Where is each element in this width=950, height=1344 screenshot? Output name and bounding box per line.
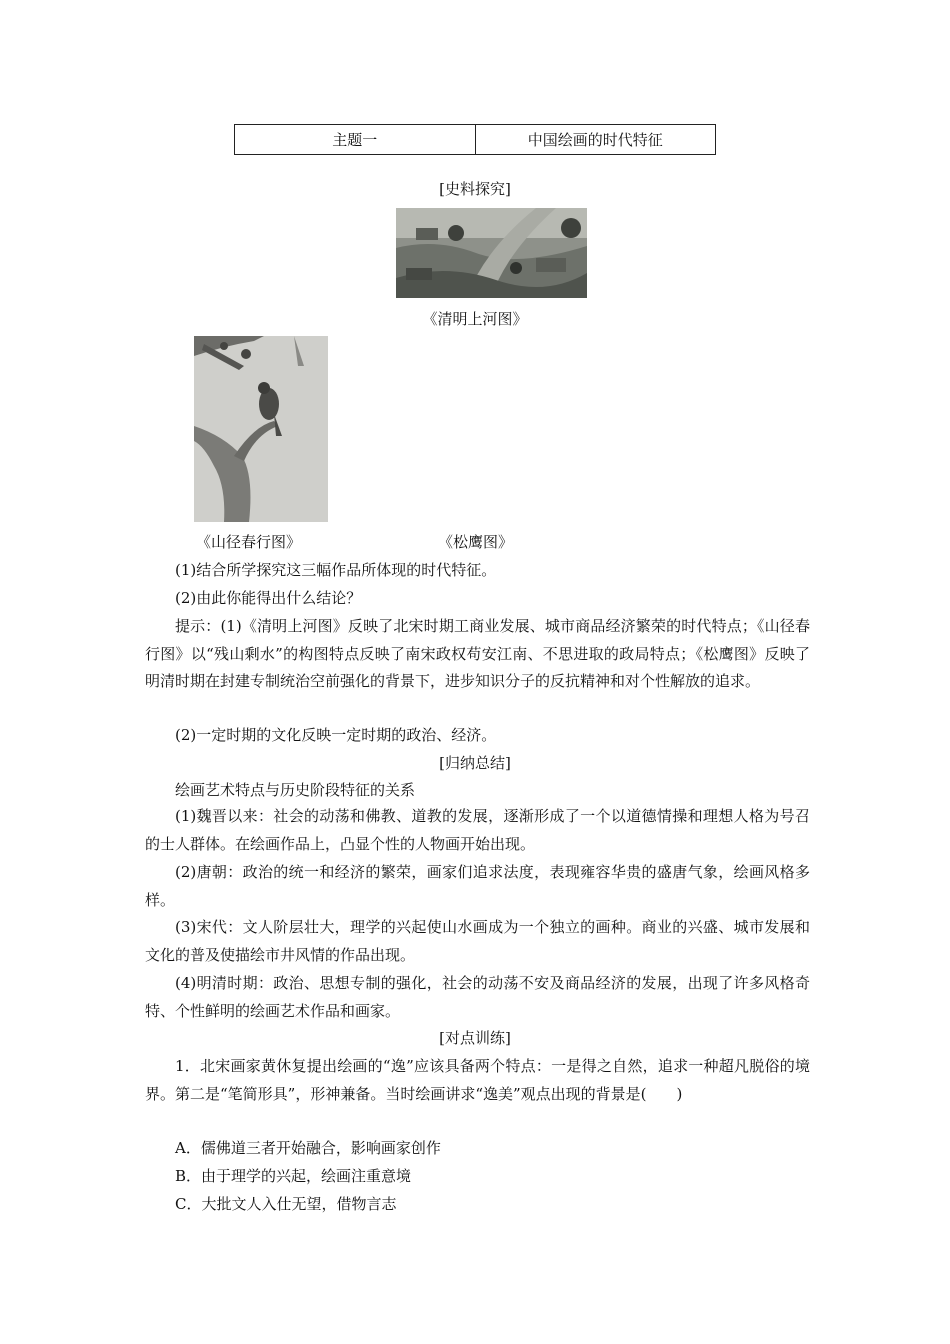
topic-table — [234, 124, 716, 155]
summary-item-3: (3)宋代：文人阶层壮大，理学的兴起使山水画成为一个独立的画种。商业的兴盛、城市发展和文化的普及使描绘市井风情的作品出现。 — [145, 918, 810, 964]
caption-painting-1: 《清明上河图》 — [422, 310, 528, 328]
option-a: A．儒佛道三者开始融合，影响画家创作 — [175, 1139, 441, 1157]
summary-item-2: (2)唐朝：政治的统一和经济的繁荣，画家们追求法度，表现雍容华贵的盛唐气象，绘画风格多样。 — [145, 863, 810, 909]
hint-paragraph-2: (2)一定时期的文化反映一定时期的政治、经济。 — [175, 726, 497, 744]
topic-label: 主题一 — [235, 125, 476, 154]
section-heading-practice: [对点训练] — [439, 1029, 511, 1047]
caption-painting-3: 《松鹰图》 — [438, 533, 514, 551]
question-2: (2)由此你能得出什么结论？ — [175, 589, 362, 607]
option-c: C．大批文人入仕无望，借物言志 — [175, 1195, 397, 1213]
section-heading-historical-exploration: [史料探究] — [439, 180, 511, 198]
hint-paragraph-1: 提示：(1)《清明上河图》反映了北宋时期工商业发展、城市商品经济繁荣的时代特点；《山径春行图》以“残山剩水”的构图特点反映了南宋政权苟安江南、不思进取的政局特点；《松鹰图》反映了明清时期在封建专制统治空前强化的背景下，进步知识分子的反抗精神和对个性解放的追求。 — [145, 617, 810, 690]
topic-title: 中国绘画的时代特征 — [527, 131, 663, 149]
painting-pine-eagle-image — [194, 336, 328, 522]
painting-qingming-image — [396, 208, 587, 298]
exercise-stem: 1．北宋画家黄休复提出绘画的“逸”应该具备两个特点：一是得之自然，追求一种超凡脱俗的境界。第二是“笔简形具”，形神兼备。当时绘画讲求“逸美”观点出现的背景是( ) — [145, 1057, 810, 1103]
summary-heading: 绘画艺术特点与历史阶段特征的关系 — [175, 781, 416, 799]
option-b: B．由于理学的兴起，绘画注重意境 — [175, 1167, 412, 1185]
caption-painting-2: 《山径春行图》 — [196, 533, 302, 551]
section-heading-summary: [归纳总结] — [439, 754, 511, 772]
question-1: (1)结合所学探究这三幅作品所体现的时代特征。 — [175, 561, 497, 579]
summary-item-1: (1)魏晋以来：社会的动荡和佛教、道教的发展，逐渐形成了一个以道德情操和理想人格为号召的士人群体。在绘画作品上，凸显个性的人物画开始出现。 — [145, 807, 810, 853]
summary-item-4: (4)明清时期：政治、思想专制的强化，社会的动荡不安及商品经济的发展，出现了许多风格奇特、个性鲜明的绘画艺术作品和画家。 — [145, 974, 810, 1020]
